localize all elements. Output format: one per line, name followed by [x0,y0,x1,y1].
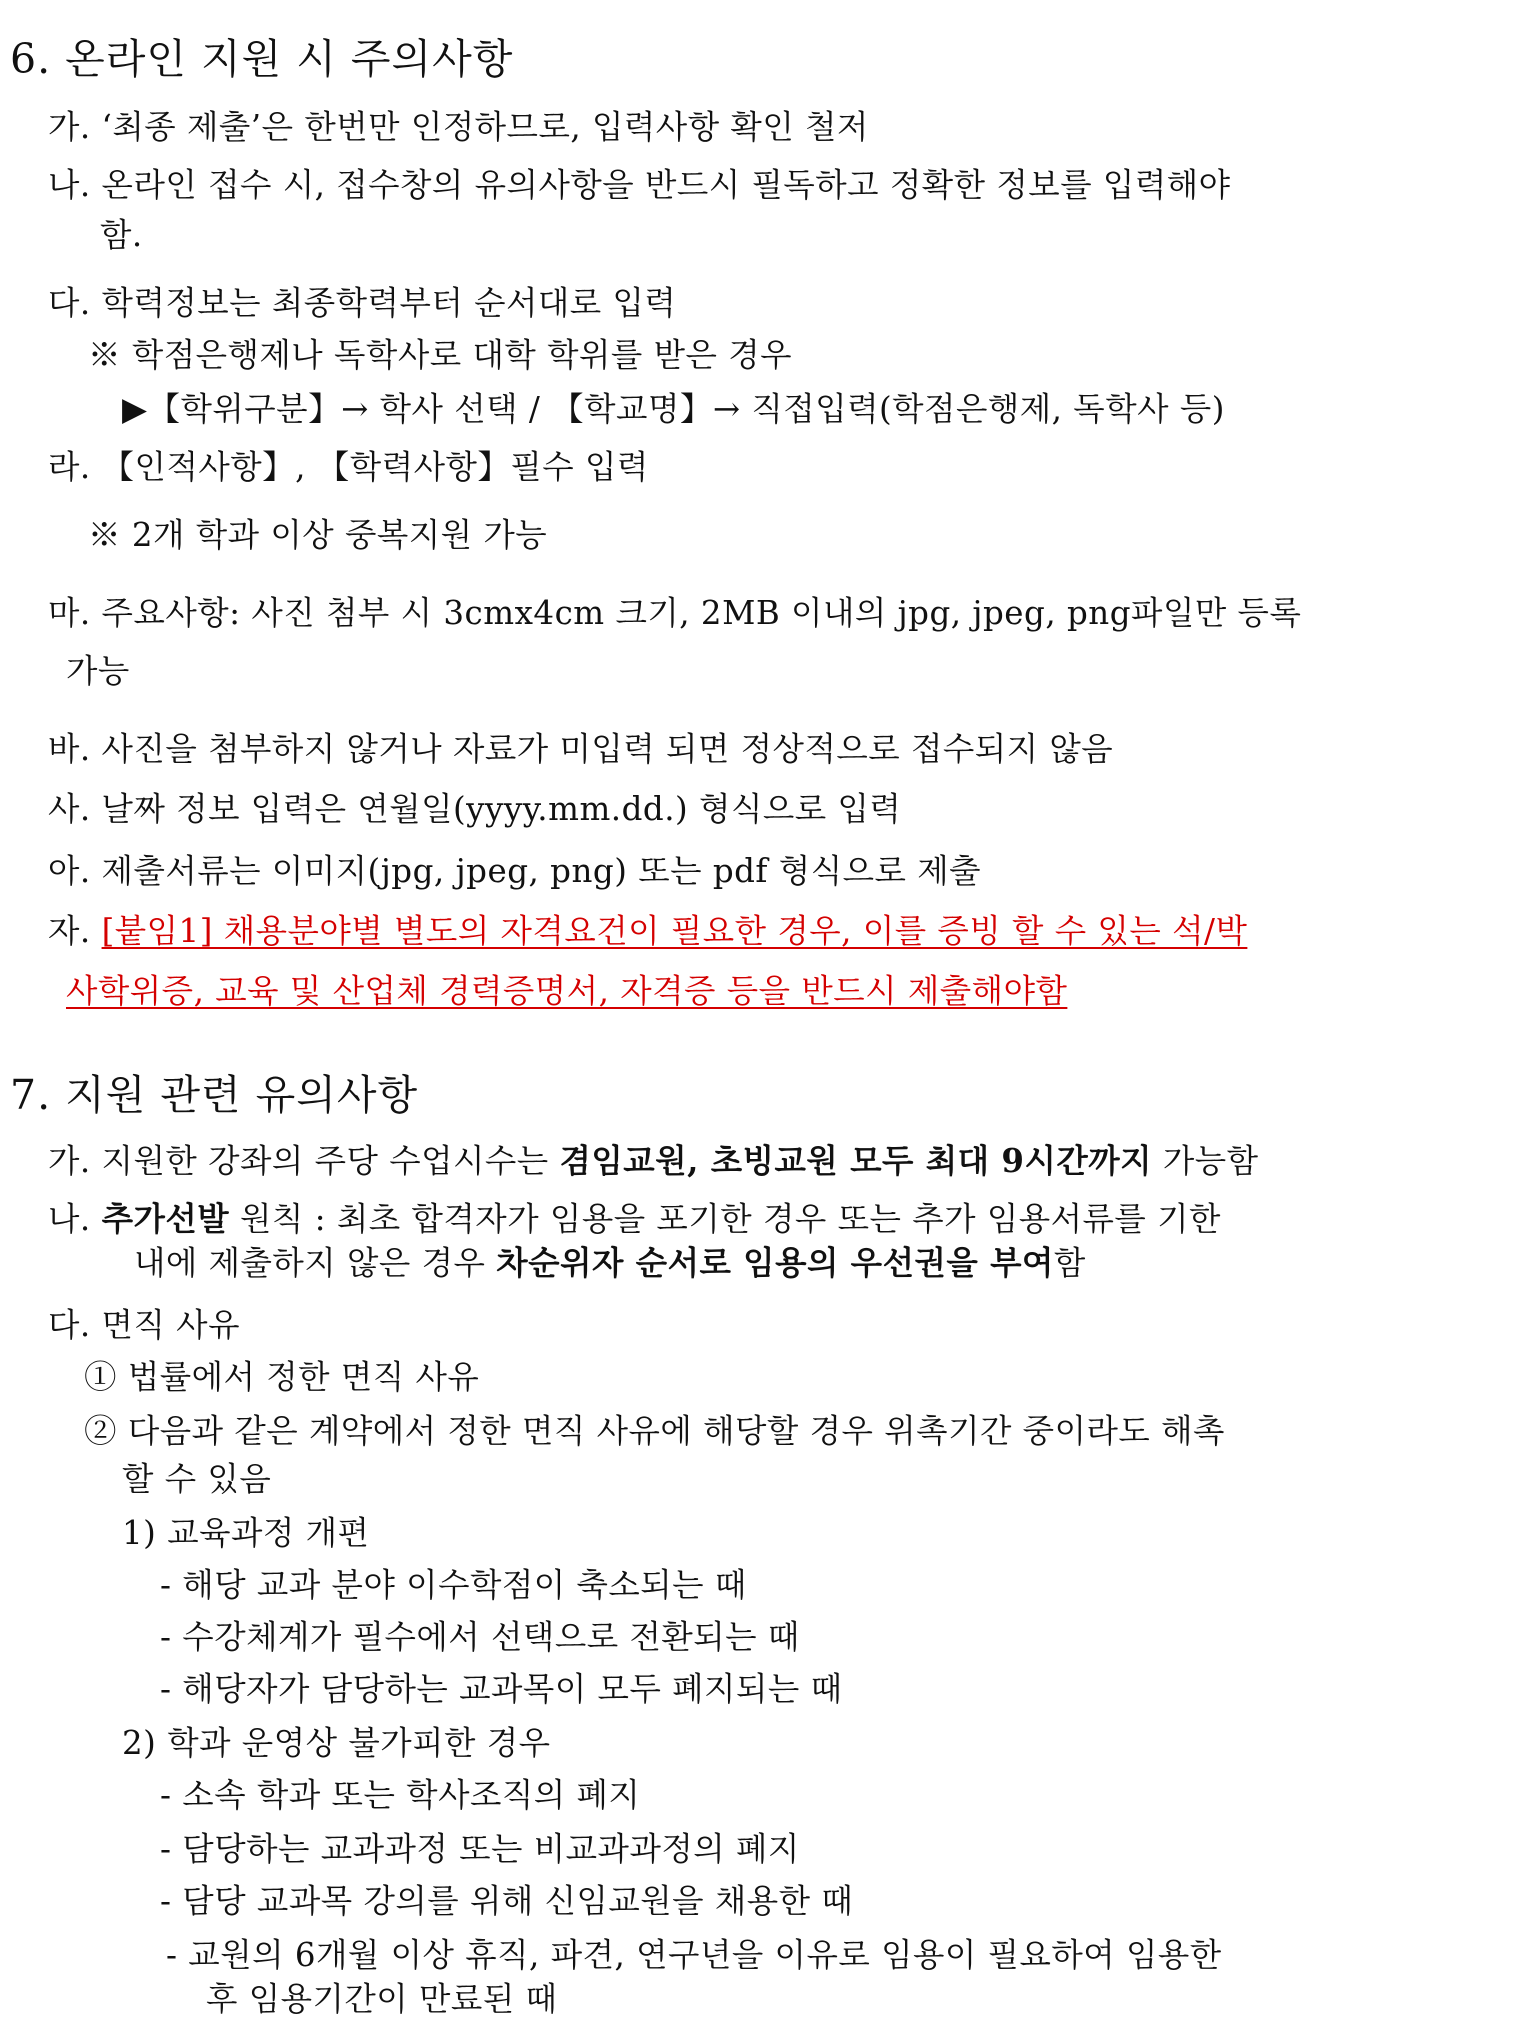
item-7-ga-bold: 겸임교원, 초빙교원 모두 최대 9시간까지 [559,1141,1153,1180]
item-7-s2-d-line1: - 교원의 6개월 이상 휴직, 파견, 연구년을 이유로 임용이 필요하여 임용한 [166,1936,1222,1974]
item-7-s2-b: - 담당하는 교과과정 또는 비교과과정의 폐지 [160,1830,800,1868]
item-7-s2-d-line2: 후 임용기간이 만료된 때 [206,1980,558,2018]
section-6-title: 6. 온라인 지원 시 주의사항 [10,35,514,83]
item-6-ba: 바. 사진을 첨부하지 않거나 자료가 미입력 되면 정상적으로 접수되지 않음 [48,730,1114,768]
item-6-ma-line2: 가능 [66,652,130,690]
item-6-ja-line1 [48,908,1518,954]
item-6-na-line2: 함. [100,216,143,254]
item-6-na-line1: 나. 온라인 접수 시, 접수창의 유의사항을 반드시 필독하고 정확한 정보를 입력해야 [48,166,1231,204]
item-7-na-line1 [48,1196,1518,1242]
item-6-ra-note: ※ 2개 학과 이상 중복지원 가능 [88,516,548,554]
section-7-title: 7. 지원 관련 유의사항 [10,1071,419,1119]
item-7-s1-b: - 수강체계가 필수에서 선택으로 전환되는 때 [160,1618,800,1656]
item-7-c1: ① 법률에서 정한 면직 사유 [84,1358,480,1396]
item-7-ga-text-a: 가. 지원한 강좌의 주당 수업시수는 [48,1142,560,1180]
item-7-na2-bold: 차순위자 순서로 임용의 우선권을 부여 [496,1243,1054,1282]
item-7-c2-line1: ② 다음과 같은 계약에서 정한 면직 사유에 해당할 경우 위촉기간 중이라도 해촉 [84,1412,1225,1450]
item-6-ma-line1: 마. 주요사항: 사진 첨부 시 3cmx4cm 크기, 2MB 이내의 jpg, jpeg, png파일만 등록 [48,594,1302,632]
item-6-da: 다. 학력정보는 최종학력부터 순서대로 입력 [48,284,677,322]
item-7-s1-c: - 해당자가 담당하는 교과목이 모두 폐지되는 때 [160,1670,843,1708]
item-7-s1-a: - 해당 교과 분야 이수학점이 축소되는 때 [160,1566,747,1604]
item-7-na-text: 원칙 : 최초 합격자가 임용을 포기한 경우 또는 추가 임용서류를 기한 [229,1200,1221,1238]
item-7-da: 다. 면직 사유 [48,1306,240,1344]
item-7-ga [48,1138,1518,1184]
item-7-s2-a: - 소속 학과 또는 학사조직의 폐지 [160,1776,641,1814]
item-6-ra: 라. 【인적사항】, 【학력사항】필수 입력 [48,448,649,486]
item-7-na-line2 [134,1240,1518,1286]
item-6-da-note: ※ 학점은행제나 독학사로 대학 학위를 받은 경우 [88,336,792,374]
item-7-c2-line2: 할 수 있음 [122,1460,272,1498]
item-7-s2-c: - 담당 교과목 강의를 위해 신임교원을 채용한 때 [160,1882,854,1920]
item-6-ga: 가. ‘최종 제출’은 한번만 인정하므로, 입력사항 확인 철저 [48,108,869,146]
item-6-ja-line2 [66,968,1518,1014]
item-7-s1: 1) 교육과정 개편 [122,1514,370,1552]
item-6-ja-highlight-1: [붙임1] 채용분야별 별도의 자격요건이 필요한 경우, 이를 증빙 할 수 있는 석/박 [101,912,1248,950]
item-6-ja-highlight-2: 사학위증, 교육 및 산업체 경력증명서, 자격증 등을 반드시 제출해야함 [66,972,1068,1010]
item-7-na2-text-a: 내에 제출하지 않은 경우 [134,1244,497,1282]
item-6-sa: 사. 날짜 정보 입력은 연월일(yyyy.mm.dd.) 형식으로 입력 [48,790,902,828]
item-6-da-detail: ▶【학위구분】→ 학사 선택 / 【학교명】→ 직접입력(학점은행제, 독학사 등) [122,390,1225,428]
item-7-na-prefix: 나. [48,1200,102,1238]
item-7-ga-text-c: 가능함 [1152,1142,1259,1180]
item-6-a: 아. 제출서류는 이미지(jpg, jpeg, png) 또는 pdf 형식으로 제출 [48,852,981,890]
item-6-ja-prefix: 자. [48,912,102,950]
item-7-na-bold: 추가선발 [101,1199,230,1238]
item-7-na2-text-c: 함 [1053,1244,1086,1282]
item-7-s2: 2) 학과 운영상 불가피한 경우 [122,1724,551,1762]
